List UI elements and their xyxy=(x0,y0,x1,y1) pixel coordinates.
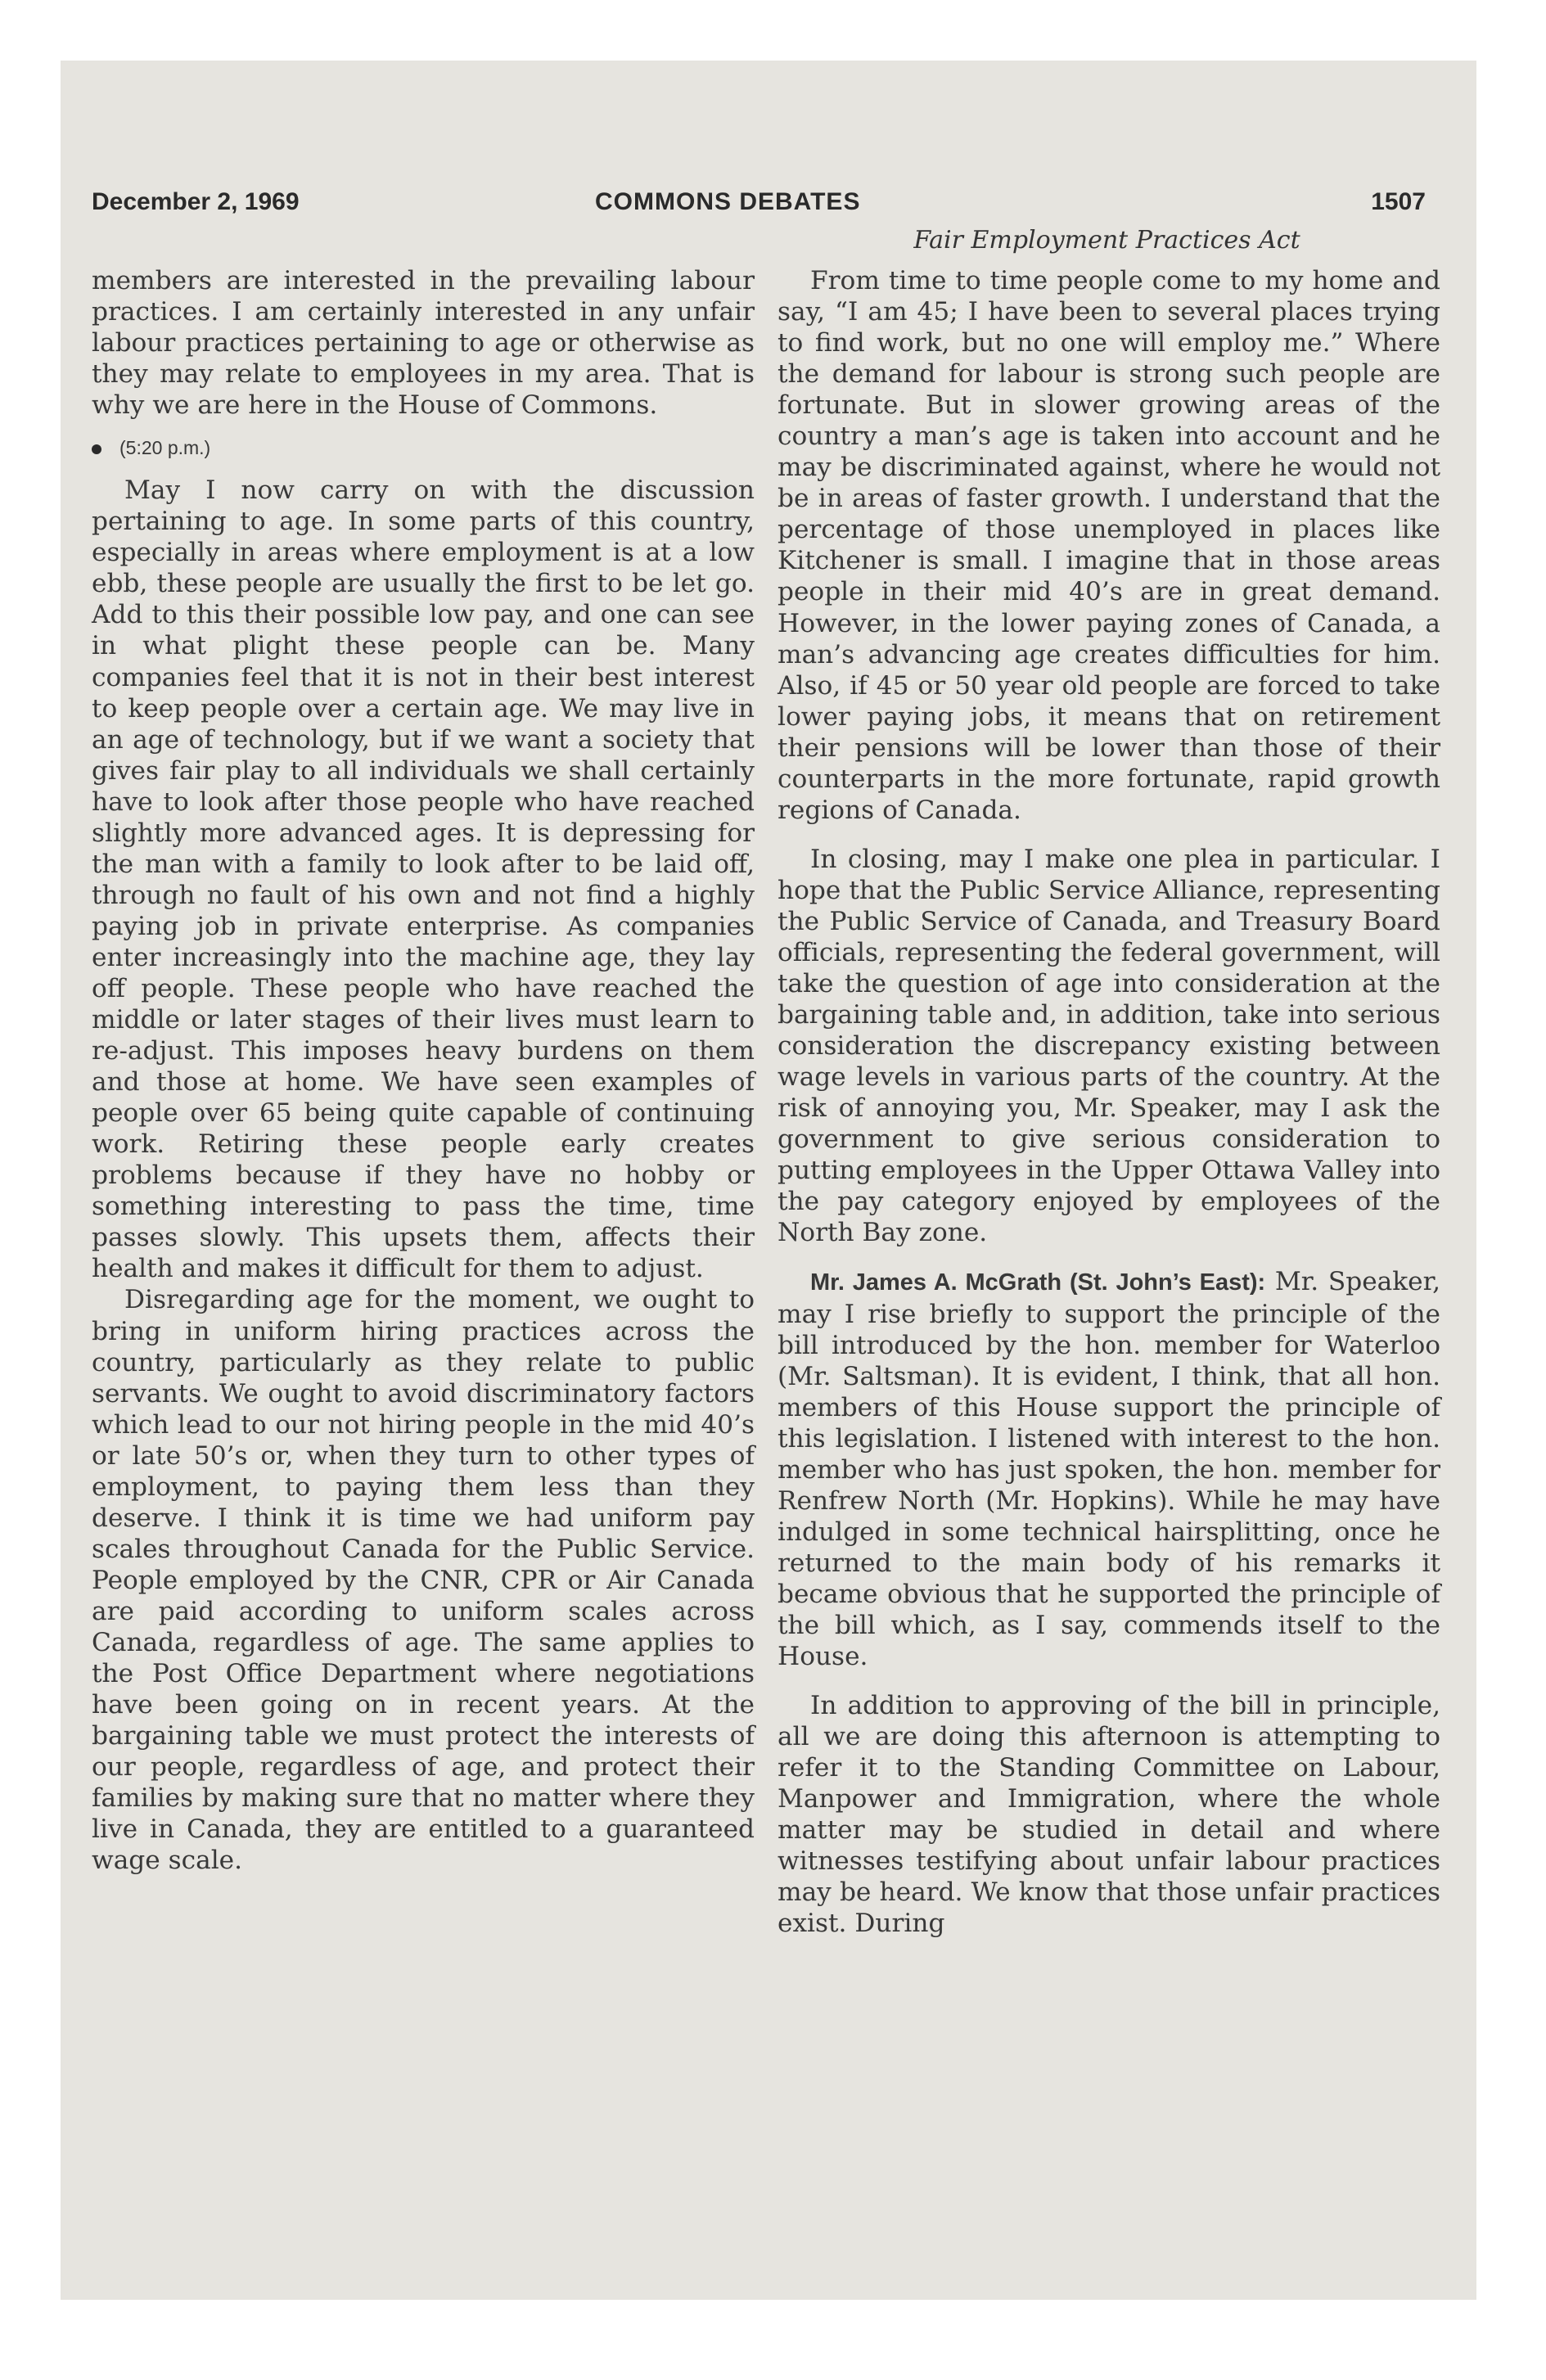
timestamp-marker xyxy=(92,432,755,463)
right-column xyxy=(778,265,1440,1939)
page-header xyxy=(92,188,1426,229)
right-paragraph-2: In closing, may I make one plea in particular. I hope that the Public Service Alliance, representing the Public Service of Canada, and Treasury Board officials, representing the federal government, will take the question of age into consideration at the bargaining table and, in addition, take into serious consideration the discrepancy existing between wage levels in various parts of the country. At the risk of annoying you, Mr. Speaker, may I ask the government to give serious consideration to putting employees in the Upper Ottawa Valley into the pay category enjoyed by employees of the North Bay zone. xyxy=(778,844,1440,1248)
left-column xyxy=(92,265,755,1876)
left-paragraph-1: members are interested in the prevailing labour practices. I am certainly interested in any unfair labour practices pertaining to age or otherwise as they may relate to employees in my area. That is why we are here in the House of Commons. xyxy=(92,266,755,421)
left-paragraph-2: May I now carry on with the discussion pertaining to age. In some parts of this country, especially in areas where employment is at a low ebb, these people are usually the first to be let go. Add to this their possible low pay, and one can see in what plight these people can be. Many companies feel that it is not in their best interest to keep people over a certain age. We may live in an age of technology, but if we want a society that gives fair play to all individuals we shall certainly have to look after those people who have reached slightly more advanced ages. It is depressing for the man with a family to look after to be laid off, through no fault of his own and not find a highly paying job in private enterprise. As companies enter increasingly into the machine age, they lay off people. These people who have reached the middle or later stages of their lives must learn to re-adjust. This imposes heavy burdens on them and those at home. We have seen examples of people over 65 being quite capable of continuing work. Retiring these people early creates problems because if they have no hobby or something interesting to pass the time, time passes slowly. This upsets them, affects their health and makes it difficult for them to adjust. xyxy=(92,476,755,1284)
speaker-paragraph xyxy=(778,1266,1440,1672)
header-journal-title: COMMONS DEBATES xyxy=(595,188,861,215)
left-paragraph-3: Disregarding age for the moment, we ought to bring in uniform hiring practices across the country, particularly as they relate to public servants. We ought to avoid discriminatory factors which lead to our not hiring people in the mid 40’s or late 50’s or, when they turn to other types of employment, to paying them less than they deserve. I think it is time we had uniform pay scales throughout Canada for the Public Service. People employed by the CNR, CPR or Air Canada are paid according to uniform scales across Canada, regardless of age. The same applies to the Post Office Department where negotiations have been going on in recent years. At the bargaining table we must protect the interests of our people, regardless of age, and protect their families by making sure that no matter where they live in Canada, they are entitled to a guaranteed wage scale. xyxy=(92,1285,755,1876)
header-page-number: 1507 xyxy=(1371,188,1426,215)
speaker-name: Mr. James A. McGrath (St. John’s East): xyxy=(810,1269,1266,1296)
header-date: December 2, 1969 xyxy=(92,188,300,215)
right-paragraph-4: In addition to approving of the bill in principle, all we are doing this afternoon is attempting to refer it to the Standing Committee on Labour, Manpower and Immigration, where the whole matter may be studied in detail and where witnesses testifying about unfair labour practices may be heard. We know that those unfair practices exist. During xyxy=(778,1691,1440,1939)
running-title: Fair Employment Practices Act xyxy=(913,226,1300,255)
right-paragraph-1: From time to time people come to my home and say, “I am 45; I have been to several places trying to find work, but no one will employ me.” Where the demand for labour is strong such people are fortunate. But in slower growing areas of the country a man’s age is taken into account and he may be discriminated against, where he would not be in areas of faster growth. I understand that the percentage of those unemployed in places like Kitchener is small. I imagine that in those areas people in their mid 40’s are in great demand. However, in the lower paying zones of Canada, a man’s advancing age creates difficulties for him. Also, if 45 or 50 year old people are forced to take lower paying jobs, it means that on retirement their pensions will be lower than those of their counterparts in the more fortunate, rapid growth regions of Canada. xyxy=(778,266,1440,825)
bullet-icon xyxy=(92,444,101,454)
speaker-remarks: Mr. Speaker, may I rise briefly to support the principle of the bill introduced by the hon. member for Waterloo (Mr. Saltsman). It is evident, I think, that all hon. members of this House support the principle of this legislation. I listened with interest to the hon. member who has just spoken, the hon. member for Renfrew North (Mr. Hopkins). While he may have indulged in some technical hairsplitting, once he returned to the main body of his remarks it became obvious that he supported the principle of the bill which, as I say, commends itself to the House. xyxy=(778,1267,1440,1672)
timestamp-text: (5:20 p.m.) xyxy=(119,437,211,459)
